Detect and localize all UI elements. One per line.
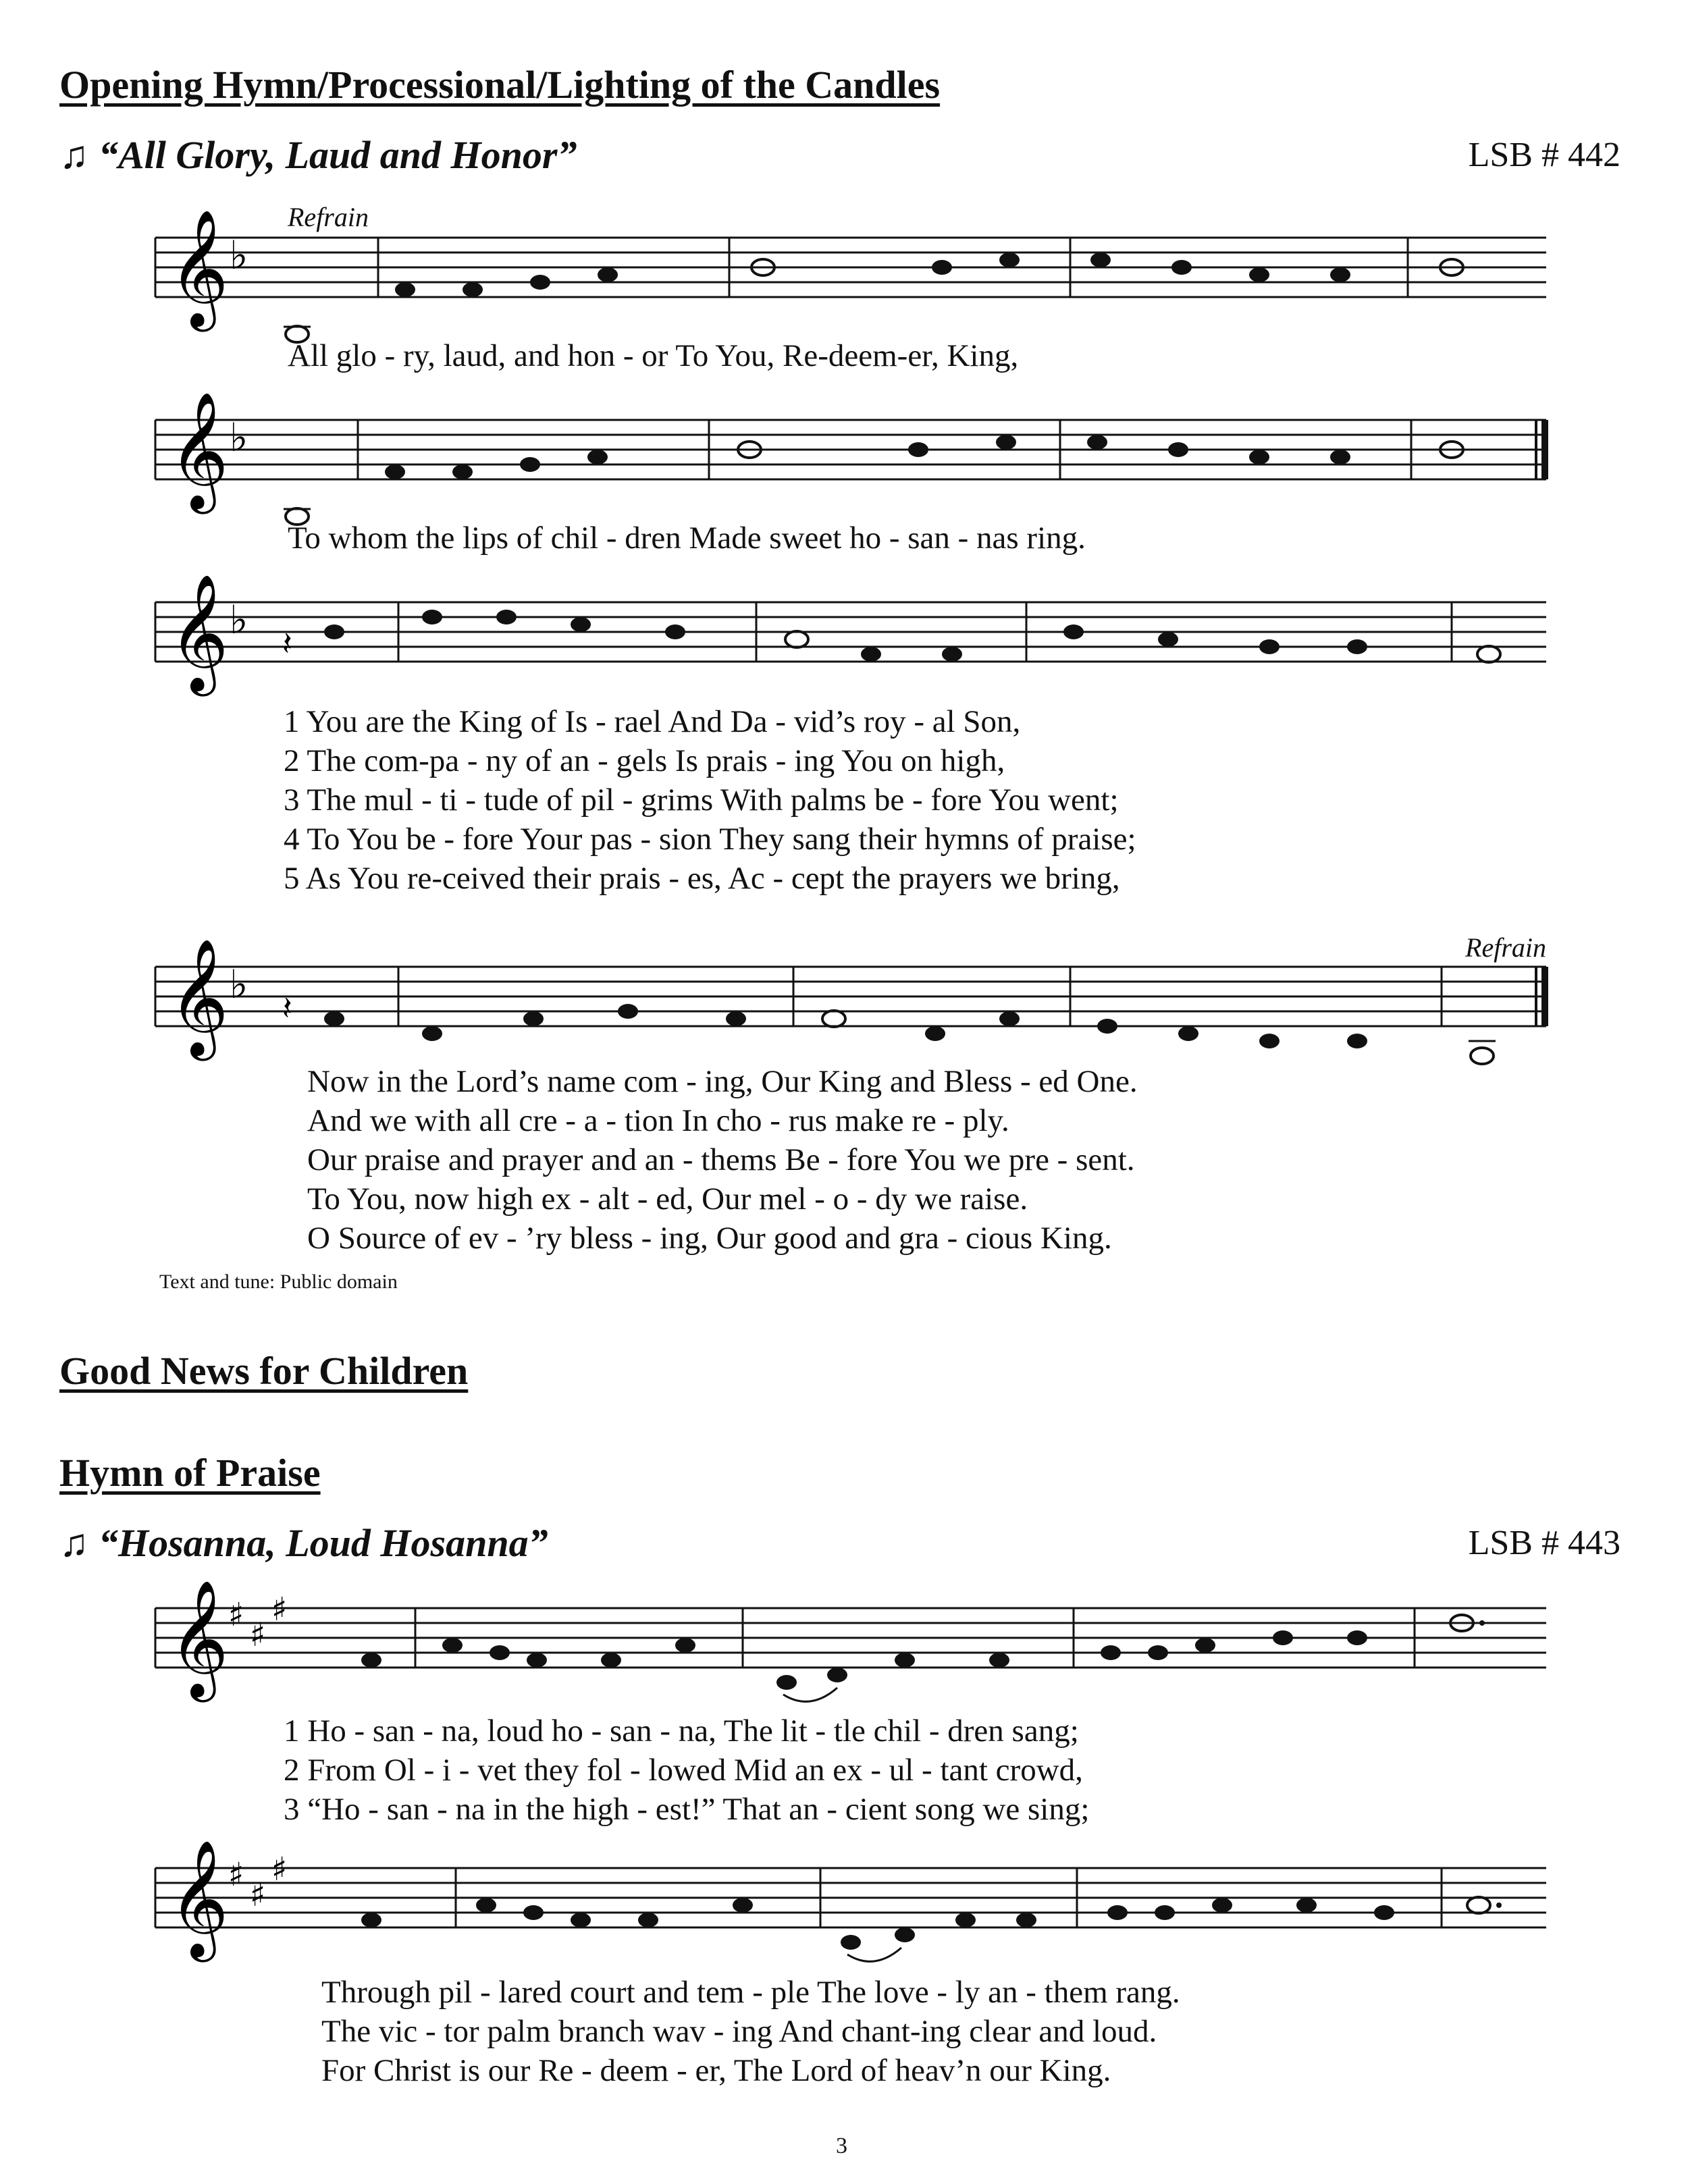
lyric-verse-2a: 2 The com-pa - ny of an - gels Is prais - ing You on high,: [284, 743, 1005, 778]
section-heading-praise: Hymn of Praise: [59, 1451, 321, 1495]
lyric-verse-1b: Now in the Lord’s name com - ing, Our King and Bless - ed One.: [307, 1064, 1138, 1099]
lyric-refrain-line2: To whom the lips of chil - dren Made sweet ho - san - nas ring.: [288, 521, 1086, 556]
flat-icon: ♭: [230, 232, 248, 278]
section-heading-children: Good News for Children: [59, 1349, 469, 1393]
lyric-h2-verse-3b: For Christ is our Re - deem - er, The Lord of heav’n our King.: [321, 2053, 1111, 2088]
page-number: 3: [836, 2133, 847, 2158]
hymn-title-hosanna: ♫ “Hosanna, Loud Hosanna”: [59, 1521, 548, 1565]
lyric-refrain-line1: All glo - ry, laud, and hon - or To You, Re-deem-er, King,: [288, 338, 1019, 373]
staff-hymn2-line1: [155, 1580, 1546, 1715]
sharp-icon: ♯: [271, 1850, 288, 1888]
sharp-icon: ♯: [228, 1596, 244, 1634]
lyric-verse-5b: O Source of ev - ’ry bless - ing, Our good and gra - cious King.: [307, 1221, 1112, 1256]
treble-clef-icon: 𝄞: [169, 209, 229, 327]
lyric-verse-2b: And we with all cre - a - tion In cho - rus make re - ply.: [307, 1103, 1009, 1138]
quarter-rest-icon: 𝄽: [282, 625, 292, 663]
lyric-verse-3a: 3 The mul - ti - tude of pil - grims With palms be - fore You went;: [284, 782, 1119, 818]
lyric-h2-verse-1a: 1 Ho - san - na, loud ho - san - na, The lit - tle chil - dren sang;: [284, 1713, 1079, 1749]
hymn2-verse-block-a: [284, 1711, 1089, 1829]
lyric-verse-5a: 5 As You re-ceived their prais - es, Ac - cept the prayers we bring,: [284, 861, 1120, 896]
treble-clef-icon: 𝄞: [169, 392, 229, 509]
verse-block-b: [307, 1062, 1138, 1258]
treble-clef-icon: 𝄞: [169, 1840, 229, 1957]
sharp-icon: ♯: [228, 1856, 244, 1894]
sharp-icon: ♯: [271, 1591, 288, 1628]
lyric-h2-verse-2b: The vic - tor palm branch wav - ing And chant-ing clear and loud.: [321, 2014, 1157, 2049]
sharp-icon: ♯: [250, 1616, 266, 1654]
treble-clef-icon: 𝄞: [169, 938, 229, 1056]
copyright-credit: Text and tune: Public domain: [159, 1271, 398, 1293]
flat-icon: ♭: [230, 415, 248, 460]
staff-hymn1-line3: [155, 574, 1546, 691]
lyric-h2-verse-2a: 2 From Ol - i - vet they fol - lowed Mid an ex - ul - tant crowd,: [284, 1753, 1083, 1788]
refrain-label: Refrain: [288, 202, 369, 232]
lyric-verse-4a: 4 To You be - fore Your pas - sion They sang their hymns of praise;: [284, 822, 1136, 857]
treble-clef-icon: 𝄞: [169, 574, 229, 691]
lyric-h2-verse-3a: 3 “Ho - san - na in the high - est!” That an - cient song we sing;: [284, 1792, 1090, 1827]
refrain-label-end: Refrain: [1465, 932, 1546, 963]
hymn-number-442: LSB # 442: [1468, 136, 1620, 174]
staff-hymn1-line2: [155, 392, 1546, 527]
lyric-verse-3b: Our praise and prayer and an - thems Be - fore You we pre - sent.: [307, 1142, 1135, 1177]
sharp-icon: ♯: [250, 1876, 266, 1914]
lyric-h2-verse-1b: Through pil - lared court and tem - ple The love - ly an - them rang.: [321, 1975, 1180, 2010]
treble-clef-icon: 𝄞: [169, 1580, 229, 1697]
section-heading-opening: Opening Hymn/Processional/Lighting of the Candles: [59, 63, 941, 107]
hymn2-verse-block-b: [321, 1973, 1180, 2090]
hymn-number-443: LSB # 443: [1468, 1524, 1620, 1562]
hymn-title-all-glory: ♫ “All Glory, Laud and Honor”: [59, 133, 577, 177]
staff-hymn2-line2: [155, 1840, 1546, 1975]
lyric-verse-1a: 1 You are the King of Is - rael And Da - vid’s roy - al Son,: [284, 704, 1021, 739]
lyric-verse-4b: To You, now high ex - alt - ed, Our mel - o - dy we raise.: [307, 1181, 1028, 1217]
verse-block-a: [284, 702, 1136, 898]
quarter-rest-icon: 𝄽: [282, 990, 292, 1028]
flat-icon: ♭: [230, 597, 248, 643]
flat-icon: ♭: [230, 961, 248, 1007]
